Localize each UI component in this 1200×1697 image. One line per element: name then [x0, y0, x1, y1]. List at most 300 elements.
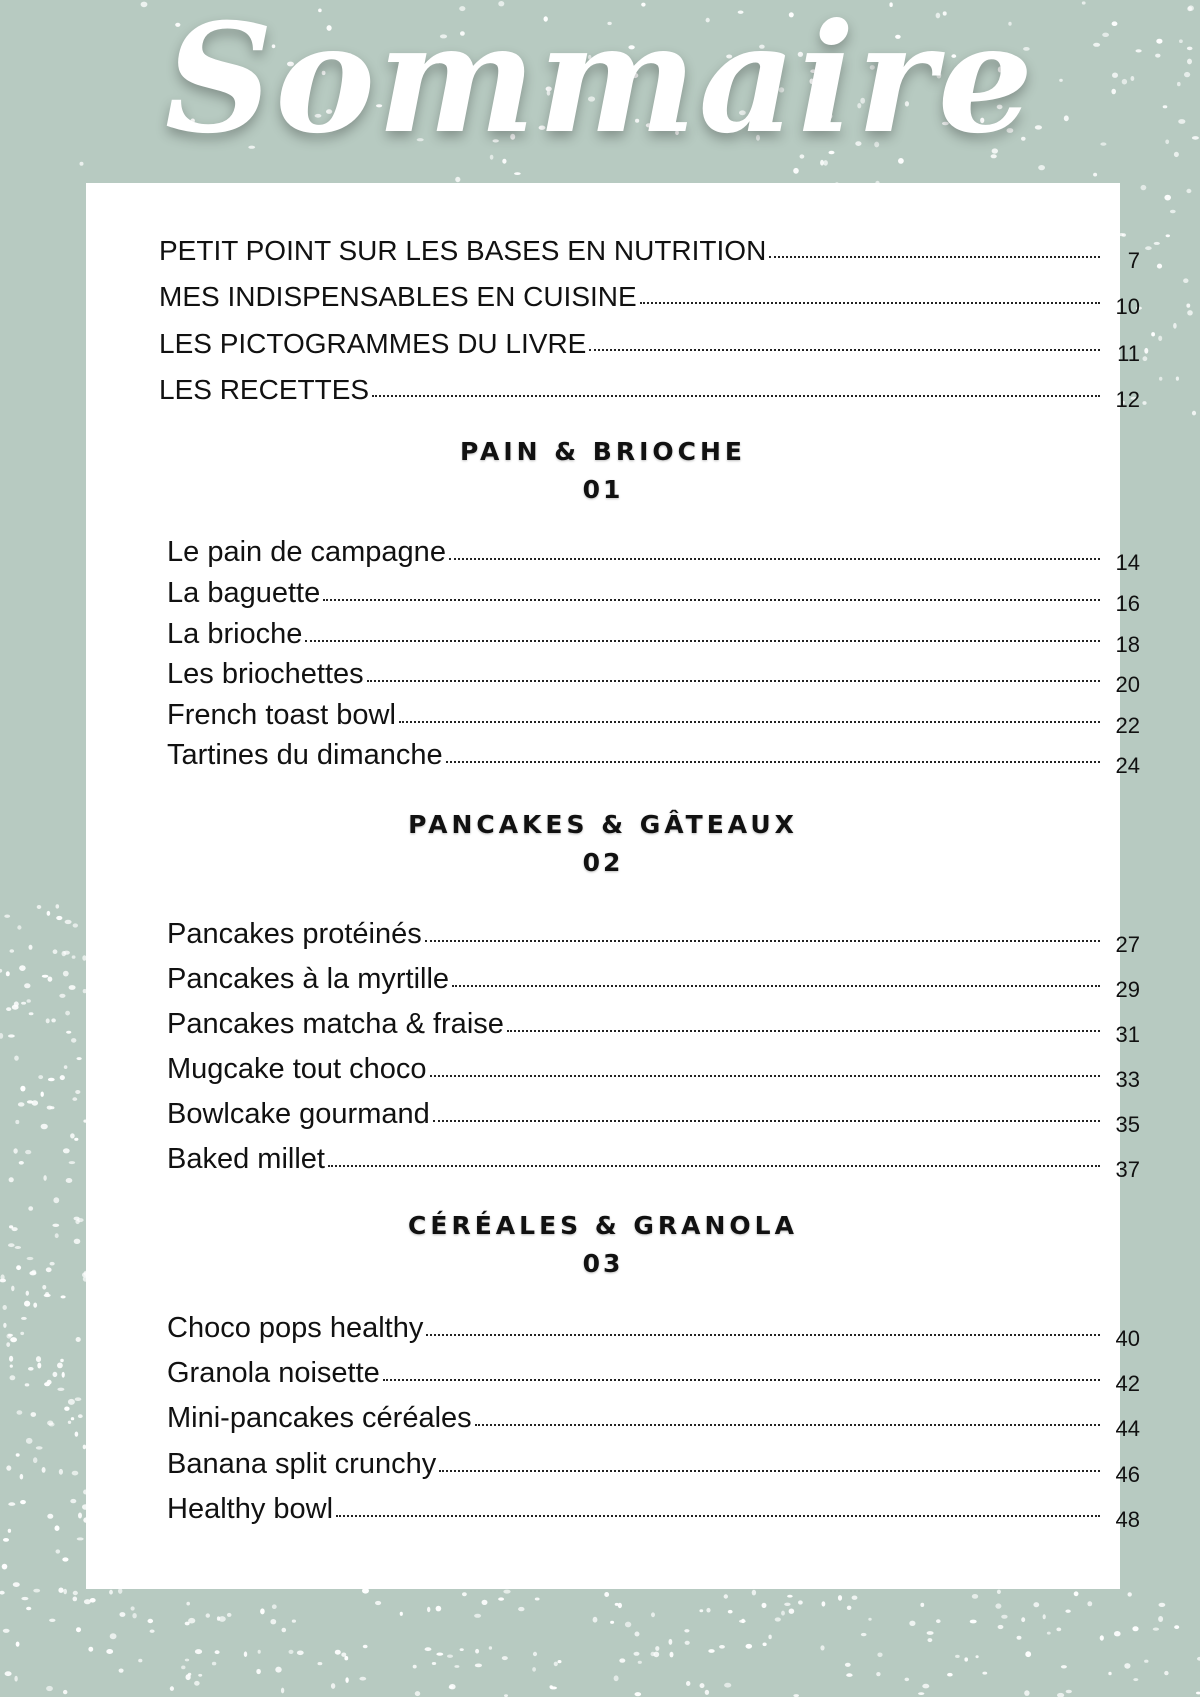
speckle-dot [138, 1659, 142, 1663]
speckle-dot [845, 1663, 851, 1667]
speckle-dot [1024, 1690, 1029, 1696]
speckle-dot [614, 1675, 619, 1681]
speckle-dot [928, 1638, 933, 1642]
speckle-dot [88, 1647, 93, 1652]
speckle-dot [947, 1673, 953, 1677]
speckle-dot [61, 1295, 66, 1298]
speckle-dot [63, 971, 69, 977]
dot-leader [640, 302, 1100, 304]
dot-leader [507, 1030, 1100, 1032]
speckle-dot [359, 1677, 366, 1681]
speckle-dot [74, 1138, 78, 1141]
speckle-dot [33, 1457, 37, 1463]
speckle-dot [217, 1616, 220, 1620]
speckle-dot [1141, 185, 1147, 190]
toc-entry[interactable] [167, 653, 1140, 697]
speckle-dot [57, 1363, 63, 1369]
speckle-dot [1143, 356, 1148, 361]
speckle-dot [724, 1594, 728, 1598]
entry-page-number: 27 [1115, 932, 1140, 957]
entry-label: Banana split crunchy [167, 1448, 437, 1480]
speckle-dot [8, 1502, 15, 1506]
toc-entry[interactable] [167, 1397, 1140, 1441]
speckle-dot [822, 1601, 826, 1606]
speckle-dot [109, 1590, 113, 1595]
speckle-dot [37, 1363, 41, 1369]
speckle-dot [227, 1613, 232, 1617]
speckle-dot [1187, 310, 1193, 315]
speckle-dot [13, 1148, 17, 1153]
speckle-dot [20, 1086, 25, 1092]
speckle-dot [3, 1538, 9, 1542]
speckle-dot [14, 1056, 19, 1061]
speckle-dot [47, 911, 51, 916]
dot-leader [305, 640, 1100, 642]
speckle-dot [215, 1650, 220, 1654]
entry-page-number: 16 [1115, 591, 1140, 616]
section-name: PAIN & BRIOCHE [459, 437, 747, 466]
speckle-dot [76, 1337, 81, 1342]
speckle-dot [1025, 1651, 1031, 1657]
toc-entry-indispensables[interactable] [159, 275, 1140, 319]
speckle-dot [535, 1598, 540, 1601]
speckle-dot [1170, 210, 1176, 213]
speckle-dot [1114, 1631, 1121, 1636]
speckle-dot [53, 1372, 58, 1377]
speckle-dot [64, 1065, 68, 1069]
speckle-dot [449, 1684, 456, 1689]
dot-leader [475, 1424, 1100, 1426]
speckle-dot [72, 1471, 79, 1476]
speckle-dot [558, 1660, 562, 1663]
speckle-dot [1033, 1602, 1039, 1607]
speckle-dot [847, 1606, 852, 1610]
speckle-dot [8, 1243, 15, 1247]
speckle-dot [106, 1649, 113, 1654]
toc-entry[interactable] [167, 694, 1140, 738]
speckle-dot [997, 1590, 1001, 1594]
speckle-dot [427, 1607, 430, 1612]
entry-page-number: 31 [1115, 1022, 1140, 1047]
speckle-dot [1159, 1603, 1166, 1607]
toc-entry[interactable] [167, 572, 1140, 616]
speckle-dot [6, 1342, 10, 1347]
speckle-dot [651, 1612, 655, 1617]
speckle-dot [532, 1667, 536, 1672]
entry-page-number: 40 [1115, 1326, 1140, 1351]
speckle-dot [705, 1690, 709, 1695]
speckle-dot [0, 969, 2, 973]
speckle-dot [59, 1469, 63, 1475]
speckle-dot [24, 983, 30, 988]
dot-leader [769, 256, 1100, 258]
contents-card [86, 183, 1140, 1589]
speckle-dot [68, 1399, 75, 1405]
speckle-dot [955, 1655, 960, 1658]
speckle-dot [909, 1621, 915, 1626]
speckle-dot [6, 971, 10, 976]
speckle-dot [995, 1603, 1001, 1608]
toc-entry[interactable] [167, 1048, 1140, 1092]
speckle-dot [19, 1161, 24, 1165]
speckle-dot [618, 1603, 622, 1608]
speckle-dot [724, 1683, 731, 1688]
speckle-dot [1087, 1601, 1092, 1606]
speckle-dot [1108, 1672, 1111, 1676]
speckle-dot [256, 1669, 261, 1674]
speckle-dot [1047, 1632, 1051, 1635]
speckle-dot [56, 1549, 61, 1553]
speckle-dot [0, 1033, 3, 1039]
speckle-dot [26, 1607, 31, 1611]
speckle-dot [49, 1619, 55, 1622]
speckle-dot [432, 1662, 436, 1665]
speckle-dot [6, 1465, 11, 1470]
speckle-dot [289, 1650, 294, 1654]
toc-entry-recettes[interactable] [159, 368, 1140, 412]
speckle-dot [28, 1206, 33, 1211]
speckle-dot [1186, 304, 1190, 308]
speckle-dot [1065, 1610, 1070, 1613]
speckle-dot [604, 1592, 609, 1597]
speckle-dot [10, 1365, 13, 1368]
speckle-dot [28, 1367, 34, 1371]
speckle-dot [20, 1332, 24, 1335]
speckle-dot [1, 1274, 5, 1280]
speckle-dot [1192, 411, 1196, 416]
dot-leader [452, 985, 1100, 987]
speckle-dot [1066, 1690, 1072, 1693]
speckle-dot [964, 1657, 968, 1661]
speckle-dot [260, 1608, 265, 1614]
speckle-dot [36, 1356, 41, 1362]
speckle-dot [12, 1005, 19, 1010]
speckle-dot [363, 1645, 368, 1649]
speckle-dot [42, 1467, 46, 1473]
speckle-dot [331, 1683, 335, 1689]
speckle-dot [10, 1337, 17, 1342]
speckle-dot [0, 1591, 5, 1595]
speckle-dot [73, 1597, 78, 1602]
speckle-dot [20, 1474, 24, 1480]
entry-page-number: 18 [1115, 632, 1140, 657]
speckle-dot [335, 1650, 341, 1655]
speckle-dot [15, 1246, 21, 1249]
dot-leader [383, 1379, 1100, 1381]
speckle-dot [669, 1639, 673, 1645]
speckle-dot [55, 1233, 59, 1238]
toc-entry[interactable] [167, 913, 1140, 957]
toc-entry[interactable] [167, 1352, 1140, 1396]
speckle-dot [270, 1619, 276, 1624]
entry-page-number: 42 [1115, 1371, 1140, 1396]
speckle-dot [69, 985, 76, 990]
speckle-dot [33, 1303, 37, 1308]
section-heading-pancakes-gateaux [86, 806, 1120, 882]
speckle-dot [148, 1619, 154, 1623]
speckle-dot [63, 1148, 70, 1153]
speckle-dot [868, 1618, 871, 1621]
toc-entry[interactable] [167, 734, 1140, 778]
speckle-dot [489, 1646, 492, 1649]
toc-entry[interactable] [167, 1443, 1140, 1487]
speckle-dot [56, 916, 62, 920]
entry-page-number: 24 [1115, 753, 1140, 778]
speckle-dot [635, 1632, 640, 1637]
entry-label: Tartines du dimanche [167, 739, 443, 771]
speckle-dot [119, 1669, 124, 1673]
speckle-dot [14, 1676, 17, 1682]
speckle-dot [1038, 165, 1045, 170]
speckle-dot [655, 1646, 659, 1651]
speckle-dot [29, 1271, 36, 1275]
toc-entry[interactable] [167, 1488, 1140, 1532]
speckle-dot [19, 965, 26, 971]
speckle-dot [1173, 323, 1177, 329]
speckle-dot [21, 1597, 28, 1600]
toc-entry-nutrition[interactable] [159, 229, 1140, 273]
entry-page-number: 33 [1115, 1067, 1140, 1092]
speckle-dot [48, 977, 53, 982]
speckle-dot [1017, 1636, 1022, 1640]
entry-label: Le pain de campagne [167, 536, 446, 568]
speckle-dot [42, 975, 49, 978]
speckle-dot [56, 904, 60, 908]
speckle-dot [292, 1620, 296, 1623]
entry-label: Baked millet [167, 1143, 325, 1175]
speckle-dot [198, 1674, 202, 1677]
speckle-dot [75, 1432, 79, 1437]
speckle-dot [33, 1589, 40, 1593]
speckle-dot [1001, 1615, 1007, 1619]
speckle-dot [877, 1653, 882, 1658]
entry-page-number: 35 [1115, 1112, 1140, 1137]
speckle-dot [2, 1564, 8, 1570]
speckle-dot [1043, 1614, 1046, 1619]
speckle-dot [26, 1438, 33, 1444]
entry-page-number: 7 [1127, 248, 1140, 273]
speckle-dot [1158, 1616, 1163, 1622]
speckle-dot [29, 1012, 34, 1015]
speckle-dot [846, 1673, 852, 1677]
speckle-dot [64, 1407, 69, 1411]
speckle-dot [653, 1652, 659, 1658]
speckle-dot [455, 177, 460, 182]
speckle-dot [700, 1683, 705, 1688]
speckle-dot [634, 1652, 640, 1656]
speckle-dot [195, 1649, 202, 1654]
entry-label: LES PICTOGRAMMES DU LIVRE [159, 328, 587, 359]
speckle-dot [998, 1625, 1004, 1629]
speckle-dot [62, 1557, 68, 1561]
speckle-dot [132, 1613, 136, 1618]
entry-label: French toast bowl [167, 699, 396, 731]
speckle-dot [281, 1688, 284, 1694]
speckle-dot [150, 1630, 155, 1633]
dot-leader [589, 349, 1100, 351]
speckle-dot [282, 1628, 287, 1633]
speckle-dot [1074, 1591, 1079, 1596]
speckle-dot [503, 1590, 510, 1594]
section-number: 02 [582, 848, 624, 877]
speckle-dot [48, 1078, 55, 1082]
speckle-dot [625, 1622, 631, 1628]
speckle-dot [38, 1075, 43, 1079]
section-number: 03 [582, 1249, 624, 1278]
speckle-dot [71, 1417, 74, 1420]
speckle-dot [77, 1057, 82, 1060]
speckle-dot [244, 1651, 247, 1657]
speckle-dot [275, 1667, 281, 1673]
speckle-dot [62, 951, 67, 956]
speckle-dot [635, 1692, 642, 1696]
section-heading-pain-brioche [86, 433, 1120, 509]
toc-entry[interactable] [167, 1138, 1140, 1182]
entry-page-number: 20 [1115, 672, 1140, 697]
speckle-dot [1124, 1663, 1130, 1669]
section-name: CÉRÉALES & GRANOLA [408, 1211, 798, 1240]
speckle-dot [922, 1684, 929, 1689]
speckle-dot [60, 1075, 65, 1080]
speckle-dot [787, 1595, 793, 1598]
entry-label: LES RECETTES [159, 374, 370, 405]
speckle-dot [37, 905, 42, 909]
speckle-dot [16, 1453, 20, 1456]
speckle-dot [936, 1619, 941, 1623]
speckle-dot [706, 1608, 710, 1613]
speckle-dot [119, 1612, 125, 1617]
speckle-dot [8, 1334, 13, 1337]
speckle-dot [70, 1499, 76, 1503]
entry-label: Pancakes matcha & fraise [167, 1008, 504, 1040]
speckle-dot [550, 1685, 553, 1688]
speckle-dot [498, 1597, 504, 1600]
section-heading-cereales-granola [86, 1207, 1120, 1283]
speckle-dot [1158, 336, 1162, 341]
speckle-dot [65, 1011, 70, 1016]
speckle-dot [415, 1691, 420, 1696]
speckle-dot [110, 1633, 117, 1639]
speckle-dot [206, 1613, 210, 1617]
speckle-dot [21, 1317, 27, 1320]
speckle-dot [454, 1665, 459, 1668]
entry-label: Pancakes à la myrtille [167, 963, 450, 995]
speckle-dot [62, 1372, 65, 1378]
speckle-dot [1145, 246, 1152, 250]
speckle-dot [65, 920, 72, 924]
speckle-dot [47, 1421, 53, 1426]
speckle-dot [1144, 348, 1148, 354]
speckle-dot [610, 1621, 614, 1624]
speckle-dot [63, 1589, 67, 1595]
speckle-dot [181, 1666, 185, 1670]
speckle-dot [820, 1645, 824, 1650]
entry-page-number: 10 [1115, 294, 1140, 319]
entry-label: Bowlcake gourmand [167, 1098, 430, 1130]
toc-entry-pictogrammes[interactable] [159, 322, 1140, 366]
speckle-dot [3, 1323, 6, 1328]
speckle-dot [78, 1414, 83, 1418]
speckle-dot [798, 1600, 803, 1604]
entry-page-number: 12 [1115, 387, 1140, 412]
speckle-dot [1021, 1617, 1025, 1622]
entry-label: Pancakes protéinés [167, 918, 422, 950]
speckle-dot [73, 923, 78, 927]
speckle-dot [74, 1239, 81, 1244]
entry-label: Mini-pancakes céréales [167, 1402, 472, 1434]
speckle-dot [1153, 1628, 1159, 1631]
toc-entry[interactable] [167, 958, 1140, 1002]
toc-entry[interactable] [167, 1093, 1140, 1137]
speckle-dot [436, 1606, 442, 1612]
toc-entry[interactable] [167, 613, 1140, 657]
speckle-dot [15, 1120, 19, 1124]
speckle-dot [318, 1662, 323, 1665]
speckle-dot [1154, 242, 1160, 245]
entry-label: Granola noisette [167, 1357, 380, 1389]
speckle-dot [53, 1197, 59, 1203]
speckle-dot [26, 1291, 29, 1296]
speckle-dot [6, 1007, 11, 1011]
speckle-dot [212, 1662, 216, 1666]
speckle-dot [1056, 1628, 1061, 1632]
speckle-dot [8, 1034, 15, 1037]
toc-entry[interactable] [167, 1003, 1140, 1047]
entry-page-number: 44 [1115, 1416, 1140, 1441]
speckle-dot [920, 1603, 924, 1607]
speckle-dot [1164, 195, 1171, 201]
speckle-dot [25, 1383, 30, 1386]
entry-page-number: 29 [1115, 977, 1140, 1002]
speckle-dot [63, 1690, 67, 1694]
speckle-dot [781, 1611, 785, 1616]
speckle-dot [50, 1262, 55, 1266]
speckle-dot [78, 1513, 82, 1519]
speckle-dot [258, 1650, 261, 1654]
speckle-dot [533, 1652, 537, 1656]
entry-label: Mugcake tout choco [167, 1053, 427, 1085]
speckle-dot [25, 1150, 31, 1154]
toc-entry[interactable] [167, 531, 1140, 575]
speckle-dot [57, 1388, 64, 1391]
speckle-dot [9, 1177, 14, 1182]
speckle-dot [436, 1653, 443, 1656]
speckle-dot [752, 1590, 756, 1596]
speckle-dot [474, 1614, 481, 1618]
speckle-dot [918, 1692, 924, 1695]
speckle-dot [52, 1224, 59, 1227]
speckle-dot [20, 1500, 26, 1504]
speckle-dot [31, 1412, 37, 1417]
speckle-dot [55, 1525, 60, 1531]
speckle-dot [297, 1651, 304, 1656]
speckle-dot [784, 1603, 790, 1606]
speckle-dot [1166, 234, 1170, 237]
speckle-dot [71, 1038, 76, 1043]
speckle-dot [1183, 278, 1188, 283]
speckle-dot [4, 915, 10, 918]
speckle-dot [1142, 401, 1146, 405]
speckle-dot [16, 1642, 20, 1647]
speckle-dot [29, 945, 33, 950]
speckle-dot [59, 994, 65, 998]
speckle-dot [50, 1106, 55, 1109]
speckle-dot [793, 168, 799, 174]
toc-entry[interactable] [167, 1307, 1140, 1351]
speckle-dot [27, 1100, 33, 1103]
dot-leader [449, 558, 1100, 560]
dot-leader [399, 721, 1100, 723]
